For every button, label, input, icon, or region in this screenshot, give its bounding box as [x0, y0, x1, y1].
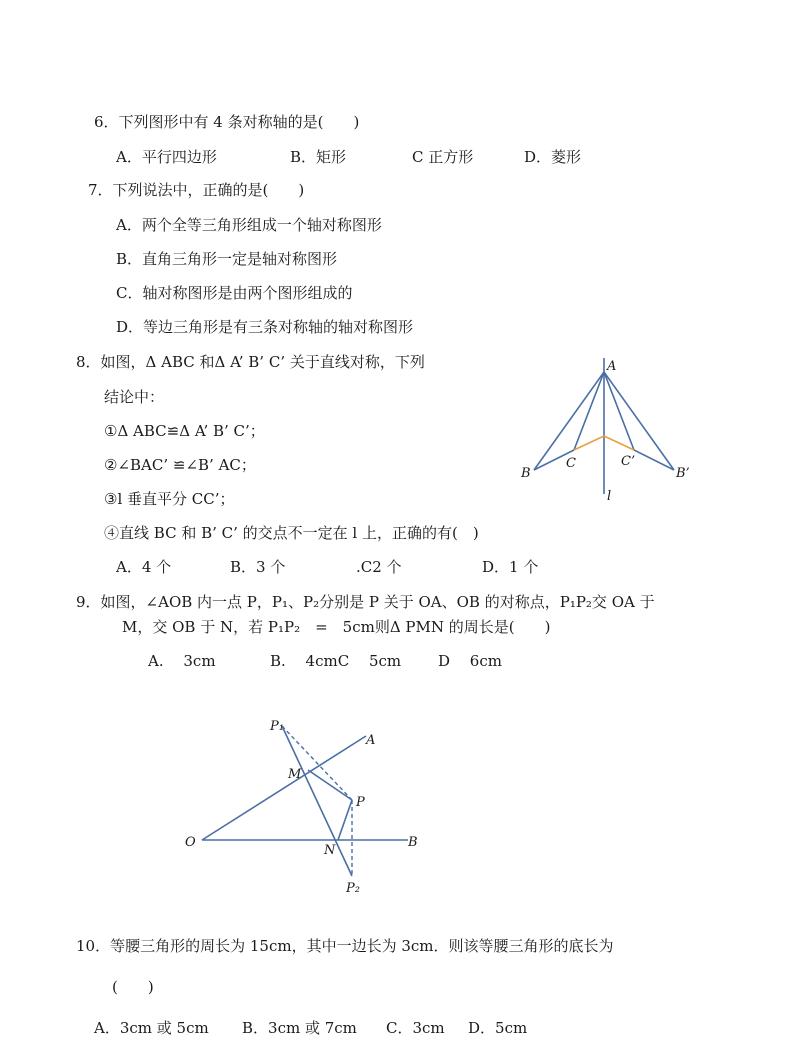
dashed-p1p — [282, 726, 352, 800]
q10-option-d: D．5cm — [468, 1019, 528, 1037]
label-l: l — [607, 489, 612, 502]
label-b: B — [521, 466, 531, 481]
label-b-prime: B’ — [676, 466, 690, 481]
q8-option-a: A．4 个 — [116, 558, 172, 576]
label-o: O — [185, 835, 196, 850]
q10-blank: ( ) — [112, 978, 154, 996]
q9-option-d: D 6cm — [438, 652, 502, 670]
label-c-prime: C’ — [621, 454, 636, 469]
q6-option-a: A．平行四边形 — [116, 148, 217, 166]
q9-stem-line2: M，交 OB 于 N，若 P₁P₂ = 5cm则Δ PMN 的周长是( ) — [122, 618, 551, 636]
q8-item-3: ③l 垂直平分 CC’； — [104, 490, 235, 508]
label-p: P — [356, 795, 365, 810]
label-p1: P₁ — [270, 719, 284, 734]
label-n: N — [324, 843, 336, 858]
q7-option-b: B．直角三角形一定是轴对称图形 — [116, 250, 338, 268]
q8-stem-line1: 8．如图，Δ ABC 和Δ A’ B’ C’ 关于直线对称，下列 — [76, 353, 425, 371]
label-a: A — [366, 733, 376, 748]
segment-b2c2 — [634, 450, 674, 470]
q10-stem: 10．等腰三角形的周长为 15cm，其中一边长为 3cm．则该等腰三角形的底长为 — [76, 937, 614, 955]
segment-ab2 — [604, 372, 674, 470]
q10-option-a: A．3cm 或 5cm — [94, 1019, 209, 1037]
q9-stem-line1: 9．如图，∠AOB 内一点 P，P₁、P₂分别是 P 关于 OA、OB 的对称点，P₁P₂交 OA 于 — [76, 593, 655, 611]
q7-option-a: A．两个全等三角形组成一个轴对称图形 — [116, 216, 382, 234]
label-p2: P₂ — [346, 881, 360, 896]
q7-option-c: C．轴对称图形是由两个图形组成的 — [116, 284, 353, 302]
q9-figure — [180, 712, 430, 897]
q8-option-b: B．3 个 — [230, 558, 286, 576]
q7-option-d: D．等边三角形是有三条对称轴的轴对称图形 — [116, 318, 414, 336]
label-m: M — [288, 767, 302, 782]
q8-stem-line2: 结论中： — [104, 388, 165, 406]
q6-option-d: D．菱形 — [524, 148, 582, 166]
q10-option-c: C．3cm — [386, 1019, 445, 1037]
segment-pn — [338, 800, 352, 840]
q9-option-a: A. 3cm — [148, 652, 216, 670]
q8-option-d: D．1 个 — [482, 558, 539, 576]
q6-option-c: C 正方形 — [412, 148, 474, 166]
q7-stem: 7．下列说法中，正确的是( ) — [88, 181, 305, 199]
q8-item-1: ①Δ ABC≌Δ A’ B’ C’； — [104, 422, 265, 440]
q8-option-c: .C2 个 — [356, 558, 402, 576]
label-b: B — [408, 835, 418, 850]
label-c: C — [566, 456, 576, 471]
q9-option-b: B. 4cmC 5cm — [270, 652, 402, 670]
q8-figure — [510, 352, 710, 502]
q6-stem: 6．下列图形中有 4 条对称轴的是( ) — [94, 113, 360, 131]
q8-item-4: ④直线 BC 和 B’ C’ 的交点不一定在 l 上，正确的有( ) — [104, 524, 479, 542]
label-a: A — [607, 359, 617, 374]
segment-p1p2 — [282, 726, 352, 876]
q8-item-2: ②∠BAC’ ≌∠B’ AC； — [104, 456, 256, 474]
q10-option-b: B．3cm 或 7cm — [242, 1019, 357, 1037]
q6-option-b: B．矩形 — [290, 148, 347, 166]
